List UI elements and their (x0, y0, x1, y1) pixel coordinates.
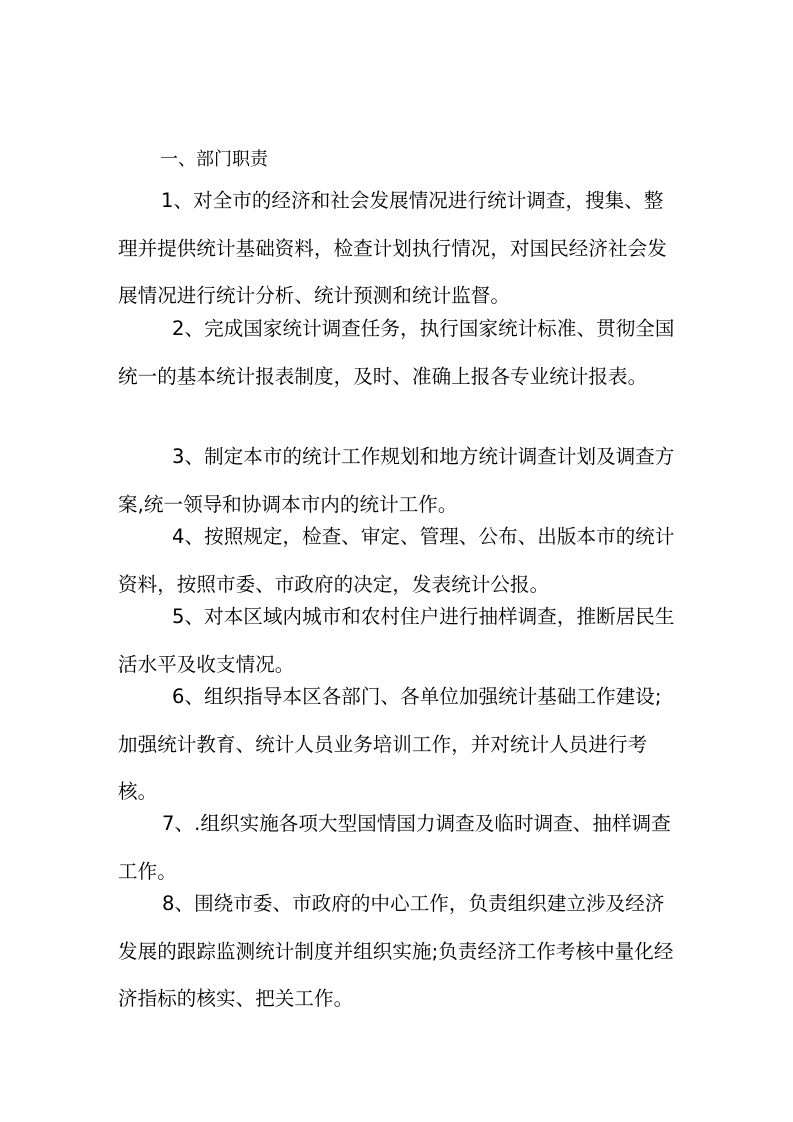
duty-item-2: 2、完成国家统计调查任务，执行国家统计标准、贯彻全国统一的基本统计报表制度，及时、准确上报各专业统计报表。 (118, 317, 675, 388)
duty-item-8: 8、围绕市委、市政府的中心工作，负责组织建立涉及经济发展的跟踪监测统计制度并组织实施;负责经济工作考核中量化经济指标的核实、把关工作。 (118, 892, 674, 1010)
duty-item-1: 1、对全市的经济和社会发展情况进行统计调查，搜集、整理并提供统计基础资料，检查计划执行情况，对国民经济社会发展情况进行统计分析、统计预测和统计监督。 (118, 189, 667, 307)
duty-item-4: 4、按照规定，检查、审定、管理、公布、出版本市的统计资料，按照市委、市政府的决定，发表统计公报。 (118, 525, 675, 596)
duty-item-3: 3、制定本市的统计工作规划和地方统计调查计划及调查方案,统一领导和协调本市内的统计工作。 (118, 445, 675, 516)
duty-item-5: 5、对本区域内城市和农村住户进行抽样调查，推断居民生活水平及收支情况。 (118, 605, 675, 676)
duty-item-7: 7、.组织实施各项大型国情国力调查及临时调查、抽样调查工作。 (118, 812, 671, 883)
duty-item-6: 6、组织指导本区各部门、各单位加强统计基础工作建设;加强统计教育、统计人员业务培训工作，并对统计人员进行考核。 (118, 685, 662, 803)
section-heading: 一、部门职责 (160, 149, 268, 170)
